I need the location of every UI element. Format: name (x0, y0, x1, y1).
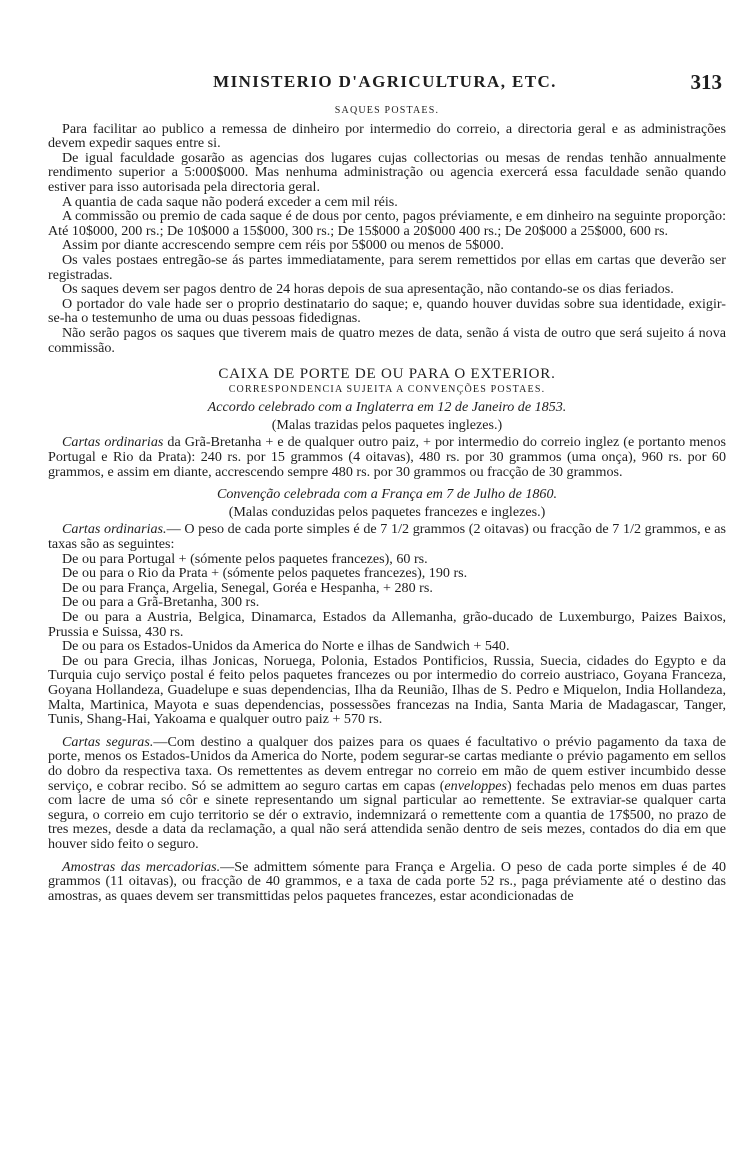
rate-line: De ou para França, Argelia, Senegal, Goréa e Hespanha, + 280 rs. (62, 579, 433, 596)
rate-line: De ou para os Estados-Unidos da America do Norte e ilhas de Sandwich + 540. (62, 638, 510, 655)
paragraph-lead: Cartas seguras. (62, 733, 154, 750)
page-number: 313 (690, 70, 722, 94)
paragraph-amostras (48, 860, 726, 904)
page-header (48, 72, 722, 96)
paragraph-text: —Com destino a qualquer dos paizes para os quaes é facultativo o prévio pagamento da taxa de porte, menos os Estados-Unidos da America do Norte, podem segurar-se cartas mediante o prévio pagamento em sellos do dobro da respectiva taxa. Os remettentes as devem entregar no correio em mão de quem estiver incumbido desse serviço, e cobrar recibo. Só se admittem ao seguro cartas em capas ( (48, 733, 726, 794)
paragraph: De igual faculdade gosarão as agencias dos lugares cujas collectorias ou mesas de rendas tenhão annualmente rendimento superior a 5:000$000. Mas nenhuma administração ou agencia exercerá essa faculdade senão quando estiver para isso autorisada pela directoria geral. (48, 149, 726, 195)
paragraph-text-continued: ) fechadas pelo menos em duas partes com lacre de uma só côr e sinete representando um signal particular ao remettente. Se extraviar-se qualquer carta segura, o correio em cujo territorio se dér o extravio, indemnizará o remettente com a quantia de 17$500, no prazo de tres mezes, desde a data da reclamação, a qual não será attendida senão dentro de seis mezes, contados do dia em que houver sido feito o seguro. (48, 777, 726, 852)
section-heading-saques: SAQUES POSTAES. (334, 105, 440, 116)
note-malas-inglezes: (Malas trazidas pelos paquetes inglezes.) (271, 416, 503, 433)
paragraph-text: —Se admittem sómente para França e Argelia. O peso de cada porte simples é de 40 grammos (11 oitavas), ou fracção de 40 grammos, e a taxa de cada porte 52 rs., paga préviamente até o destino das amostras, as quaes devem ser transmittidas pelos paquetes francezes, estar acondicionadas de (48, 858, 726, 904)
page-body (48, 104, 726, 903)
paragraph-cartas-ordinarias-inglaterra (48, 435, 726, 479)
rate-line: De ou para a Austria, Belgica, Dinamarca, Estados da Allemanha, grão-ducado de Luxemburgo, Paizes Baixos, Prussia e Suissa, 430 rs. (48, 609, 726, 640)
paragraph-lead: Cartas ordinarias (62, 434, 164, 451)
paragraph-lead: Cartas ordinarias. (62, 521, 167, 538)
section-title-caixa: CAIXA DE PORTE DE OU PARA O EXTERIOR. (218, 366, 556, 383)
rate-line: De ou para Portugal + (sómente pelos paquetes francezes), 60 rs. (62, 550, 428, 567)
paragraph: Para facilitar ao publico a remessa de dinheiro por intermedio do correio, a directoria geral e as administrações devem expedir saques entre si. (48, 120, 726, 152)
paragraph-text: da Grã-Bretanha + e de qualquer outro paiz, + por intermedio do correio inglez (e portanto menos Portugal e Rio da Prata): 240 rs. por 15 grammos (4 oitavas), 480 rs. por 30 grammos (uma onça), 960 rs. por 60 grammos, e assim em diante, accrescendo sempre 480 rs. por 30 grammos ou fracção de 30 grammos. (48, 434, 726, 480)
paragraph-cartas-seguras (48, 735, 726, 852)
rate-line: De ou para Grecia, ilhas Jonicas, Noruega, Polonia, Estados Pontificios, Russia, Suecia, cidades do Egypto e da Turquia cujo serviço postal é feito pelos paquetes francezes ou por intermedio do correio austriaco, Goyana Franceza, Goyana Hollandeza, Guadelupe e suas dependencias, Ilha da Reunião, Ilhas de S. Pedro e Miquelon, India Hollandeza, Malta, Martinica, Mayota e suas dependencias, possessões francezas na India, Santa Maria de Madagascar, Tanger, Tunis, Shang-Hai, Yakoama e qualquer outro paiz + 570 rs. (48, 652, 726, 728)
paragraph: O portador do vale hade ser o proprio destinatario do saque; e, quando houver duvidas sobre sua identidade, exigir-se-ha o testemunho de uma ou duas pessoas fidedignas. (48, 295, 726, 327)
section-subtitle: CORRESPONDENCIA SUJEITA A CONVENÇÕES POSTAES. (228, 383, 546, 395)
paragraph: Os vales postaes entregão-se ás partes immediatamente, para serem remettidos por ellas em cartas que deverão ser registradas. (48, 251, 726, 283)
envelope-term: enveloppes (444, 777, 508, 794)
paragraph: Não serão pagos os saques que tiverem mais de quatro mezes de data, senão á vista de outro que será sujeito á nova commissão. (48, 324, 726, 356)
paragraph: A quantia de cada saque não poderá exceder a cem mil réis. (62, 193, 398, 210)
paragraph-lead: Amostras das mercadorias. (62, 858, 221, 875)
rate-line: De ou para a Grã-Bretanha, 300 rs. (62, 594, 260, 611)
paragraph: A commissão ou premio de cada saque é de dous por cento, pagos préviamente, e em dinheiro na seguinte proporção: Até 10$000, 200 rs.; De 10$000 a 15$000, 300 rs.; De 15$000 a 20$000 400 rs.; De 20$000 a 25$000, 600 rs. (48, 208, 726, 239)
paragraph-text: — O peso de cada porte simples é de 7 1/2 grammos (2 oitavas) ou fracção de 7 1/2 grammos, e as taxas são as seguintes: (48, 521, 726, 553)
accord-franca: Convenção celebrada com a França em 7 de Julho de 1860. (216, 486, 558, 503)
running-title: MINISTERIO D'AGRICULTURA, ETC. (213, 72, 557, 91)
accord-inglaterra: Accordo celebrado com a Inglaterra em 12 de Janeiro de 1853. (207, 399, 567, 416)
note-malas-francezes: (Malas conduzidas pelos paquetes francezes e inglezes.) (228, 503, 546, 520)
rate-line: De ou para o Rio da Prata + (sómente pelos paquetes francezes), 190 rs. (62, 565, 468, 582)
paragraph-cartas-ordinarias-franca (48, 522, 726, 551)
paragraph: Assim por diante accrescendo sempre cem réis por 5$000 ou menos de 5$000. (62, 237, 504, 254)
paragraph: Os saques devem ser pagos dentro de 24 horas depois de sua apresentação, não contando-se os dias feriados. (62, 281, 674, 298)
